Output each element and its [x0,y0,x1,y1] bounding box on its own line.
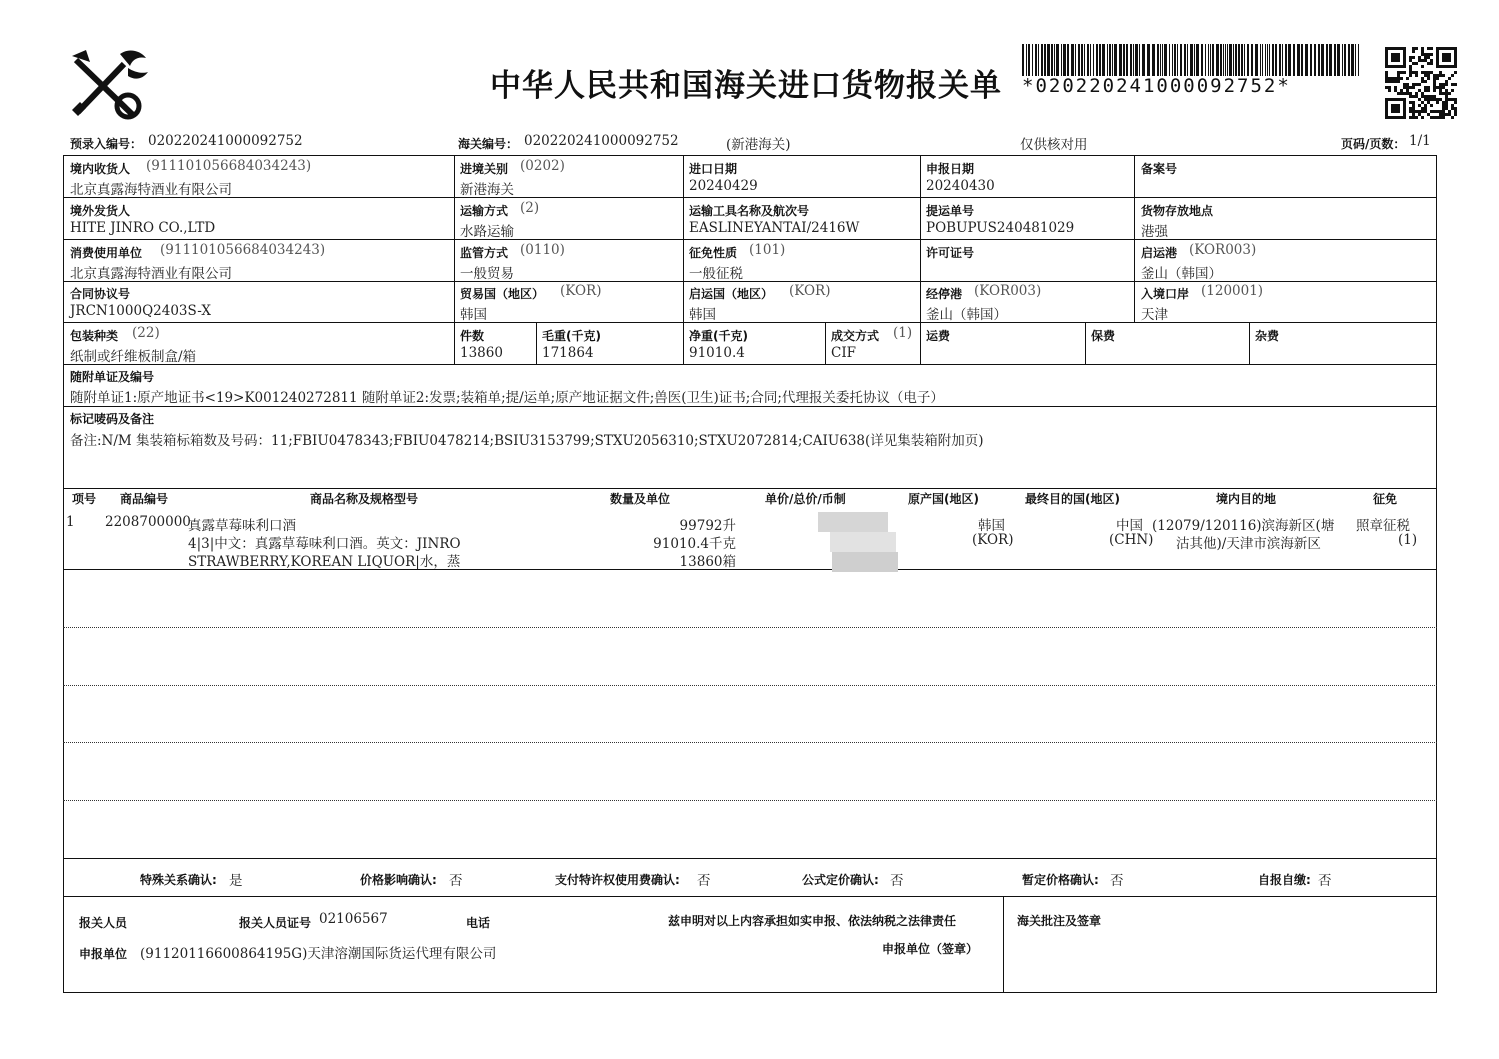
document-title: 中华人民共和国海关进口货物报关单 [490,68,1002,104]
vessel: EASLINEYANTAI/2416W [689,220,860,236]
package-label: 包装种类 [70,329,119,343]
net-weight-label: 净重(千克) [689,329,748,343]
contract-label: 合同协议号 [70,287,131,301]
item-qty-3: 13860箱 [679,554,736,570]
item-code: 2208700000 [105,514,191,530]
consumer-code: (911101056684034243) [160,242,326,258]
entry-port: 新港海关 [460,182,514,198]
customs-no-label: 海关编号： [458,137,519,151]
vessel-label: 运输工具名称及航次号 [689,204,810,218]
documents-value: 随附单证1:原产地证书<19>K001240272811 随附单证2:发票;装箱单;提/运单;原产地证据文件;兽医(卫生)证书;合同;代理报关委托协议（电子） [70,390,944,406]
item-final-1: 中国 [1116,518,1143,534]
storage-place: 港强 [1141,224,1168,240]
supervision-code: (0110) [520,242,565,258]
declaring-unit-label: 申报单位 [79,947,128,961]
declarer-no-label: 报关人员证号 [239,916,312,930]
provisional-price-label: 暂定价格确认: [1022,873,1099,887]
col-commodity-code: 商品编号 [120,492,169,506]
deal-code: (1) [893,325,913,341]
pre-entry-number: 020220241000092752 [148,133,303,149]
consignee-code: (911101056684034243) [146,158,312,174]
consignee-label: 境内收货人 [70,162,131,176]
trade-country-code: (KOR) [560,283,602,299]
col-origin: 原产国(地区) [908,492,979,506]
item-name-line-1: 真露草莓味利口酒 [188,518,296,534]
departure-port: 釜山（韩国） [1141,266,1222,282]
self-payment-value: 否 [1318,873,1332,889]
qr-code [1385,47,1457,119]
formula-price-label: 公式定价确认: [802,873,879,887]
unit-seal-label: 申报单位（签章） [882,942,979,956]
trade-country-label: 贸易国（地区） [460,287,545,301]
customs-number: 020220241000092752 [524,133,679,149]
shipper-label: 境外发货人 [70,204,131,218]
item-origin-1: 韩国 [978,518,1005,534]
origin-country-label: 启运国（地区） [689,287,774,301]
transport-label: 运输方式 [460,204,509,218]
declaring-unit: (91120116600864195G)天津溶潮国际货运代理有限公司 [140,946,497,962]
stop-port: 釜山（韩国） [926,307,1007,323]
price-impact-label: 价格影响确认: [360,873,437,887]
item-origin-2: (KOR) [972,532,1014,548]
item-dest-2: 沽其他)/天津市滨海新区 [1176,536,1321,552]
bl-label: 提运单号 [926,204,975,218]
consumer-name: 北京真露海特酒业有限公司 [70,266,232,282]
record-no-label: 备案号 [1141,162,1178,176]
origin-country: 韩国 [689,307,716,323]
pre-entry-label: 预录入编号： [70,137,143,151]
tax-nature-code: (101) [749,242,786,258]
storage-label: 货物存放地点 [1141,204,1214,218]
customs-note-label: 海关批注及签章 [1017,914,1102,928]
declarer-no: 02106567 [319,911,388,927]
royalty-value: 否 [697,873,711,889]
tax-nature: 一般征税 [689,266,743,282]
misc-fee-label: 杂费 [1255,329,1280,343]
pieces-label: 件数 [460,329,485,343]
license-label: 许可证号 [926,246,975,260]
special-relation-value: 是 [229,873,243,889]
marks-label: 标记唛码及备注 [70,412,155,426]
package-type: 纸制或纤维板制盒/箱 [70,349,197,365]
col-item-no: 项号 [72,492,97,506]
page-value: 1/1 [1409,133,1431,149]
declare-date-label: 申报日期 [926,162,975,176]
special-relation-label: 特殊关系确认: [140,873,217,887]
transport: 水路运输 [460,224,514,240]
supervision: 一般贸易 [460,266,514,282]
customs-office: (新港海关) [726,137,791,153]
entry-port-label: 进境关别 [460,162,509,176]
entry-port-code: (0202) [520,158,565,174]
formula-price-value: 否 [890,873,904,889]
gross-weight-label: 毛重(千克) [542,329,601,343]
contract-number: JRCN1000Q2403S-X [70,303,211,319]
departure-port-label: 启运港 [1141,246,1178,260]
freight-label: 运费 [926,329,951,343]
item-qty-1: 99792升 [679,518,736,534]
page-label: 页码/页数： [1341,137,1406,151]
col-tax: 征免 [1373,492,1398,506]
col-commodity-name: 商品名称及规格型号 [310,492,419,506]
legal-statement: 兹申明对以上内容承担如实申报、依法纳税之法律责任 [668,914,957,928]
barcode-text: *020220241000092752* [1022,75,1291,97]
transport-code: (2) [520,200,540,216]
stop-port-code: (KOR003) [974,283,1042,299]
import-date: 20240429 [689,178,758,194]
consignee-name: 北京真露海特酒业有限公司 [70,182,232,198]
entry-place-code: (120001) [1201,283,1264,299]
col-price: 单价/总价/币制 [765,492,846,506]
item-tax-2: (1) [1398,532,1418,548]
item-qty-2: 91010.4千克 [653,536,736,552]
self-payment-label: 自报自缴: [1258,873,1311,887]
item-name-line-3: STRAWBERRY,KOREAN LIQUOR|水，蒸 [188,554,461,570]
trade-country: 韩国 [460,307,487,323]
barcode [1022,44,1362,76]
declare-date: 20240430 [926,178,995,194]
price-impact-value: 否 [449,873,463,889]
item-name-line-2: 4|3|中文：真露草莓味利口酒。英文：JINRO [188,536,461,552]
item-no: 1 [66,514,75,530]
entry-place: 天津 [1141,307,1168,323]
marks-value: 备注:N/M 集装箱标箱数及号码：11;FBIU0478343;FBIU0478214;BSIU3153799;STXU2056310;STXU2072814;CAIU638(详见集装箱附加页) [70,433,984,449]
provisional-price-value: 否 [1110,873,1124,889]
declarer-label: 报关人员 [79,916,128,930]
customs-emblem [68,46,150,124]
col-domestic-dest: 境内目的地 [1216,492,1277,506]
col-quantity: 数量及单位 [610,492,671,506]
documents-label: 随附单证及编号 [70,370,155,384]
deal-label: 成交方式 [831,329,880,343]
net-weight: 91010.4 [689,345,745,361]
bl-number: POBUPUS240481029 [926,220,1075,236]
tax-nature-label: 征免性质 [689,246,738,260]
import-date-label: 进口日期 [689,162,738,176]
shipper: HITE JINRO CO.,LTD [70,220,216,236]
stop-port-label: 经停港 [926,287,963,301]
item-dest-1: (12079/120116)滨海新区(塘 [1152,518,1335,534]
consumer-label: 消费使用单位 [70,246,143,260]
insurance-label: 保费 [1091,329,1116,343]
royalty-label: 支付特许权使用费确认: [555,873,680,887]
item-final-2: (CHN) [1109,532,1154,548]
origin-country-code: (KOR) [789,283,831,299]
col-final-dest: 最终目的国(地区) [1025,492,1120,506]
entry-place-label: 入境口岸 [1141,287,1190,301]
pieces: 13860 [460,345,503,361]
package-code: (22) [132,325,160,341]
supervision-label: 监管方式 [460,246,509,260]
item-tax-1: 照章征税 [1356,518,1410,534]
deal-term: CIF [831,345,857,361]
departure-port-code: (KOR003) [1189,242,1257,258]
verification-notice: 仅供核对用 [1020,137,1088,153]
gross-weight: 171864 [542,345,594,361]
phone-label: 电话 [466,916,491,930]
